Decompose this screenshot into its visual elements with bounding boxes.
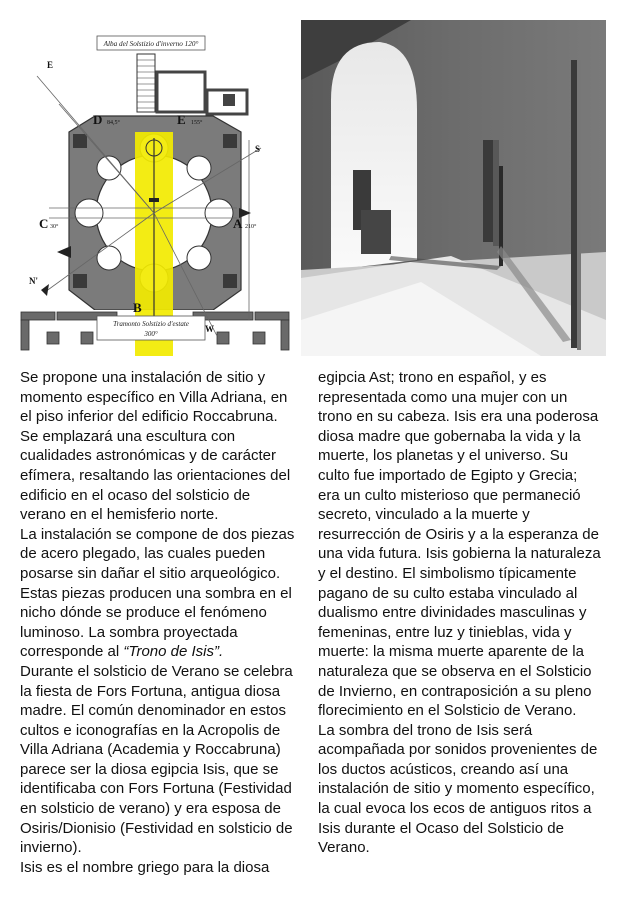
paragraph xyxy=(20,525,298,662)
plan-caption-top: Alba del Solstizio d'inverno 120° xyxy=(103,40,199,48)
plan-caption-bottom-degree: 300° xyxy=(144,330,158,338)
floor-plan-drawing xyxy=(17,20,293,356)
text-column-right xyxy=(318,368,602,858)
label-e-degree: 155° xyxy=(191,120,203,126)
paragraph: egipcia Ast; trono en español, y es representada como una mujer con un trono en su cabeza. Isis era una poderosa diosa madre que gobernaba la vida y la muerte, los planetas y el universo. Su culto fue importado de Egipto y Grecia; era un culto misterioso que permaneció secreto, vinculado a la muerte y resurrección de Osiris y a la esperanza de una vida futura. Isis gobierna la naturaleza y el destino. El simbolismo típicamente pagano de su culto estaba vinculado al dualismo entre divinidades masculinas y femeninas, entre luz y tinieblas, vida y muerte: la misma muerte aparente de la naturaleza que se observa en el Solsticio de Invierno, en contraposición a su pleno florecimiento en el Solsticio de Verano. xyxy=(318,369,601,720)
label-w: W xyxy=(205,324,214,334)
paragraph-text: La instalación se compone de dos piezas de acero plegado, las cuales pueden posarse sin dañar el sitio arqueológico. Estas piezas producen una sombra en el nicho dónde se produce el fenómeno luminoso. La sombra proyectada corresponde al xyxy=(20,525,295,661)
label-n: N' xyxy=(29,276,38,286)
installation-render-drawing xyxy=(301,20,606,356)
label-c: C xyxy=(39,216,49,231)
label-a: A xyxy=(233,216,243,231)
label-b: B xyxy=(133,300,142,315)
text-column-left xyxy=(20,368,298,877)
paragraph: Durante el solsticio de Verano se celebra la fiesta de Fors Fortuna, antigua diosa madre. El común denominador en estos cultos e iconografías en la Acropolis de Villa Adriana (Academia y Roccabruna) parece ser la diosa egipcia Isis, que se identificaba con Fors Fortuna (Festividad en solsticio de verano) y era esposa de Osiris/Dionisio (Festividad en solsticio de invierno). xyxy=(20,662,293,857)
label-e-inner: E xyxy=(177,112,186,127)
label-d: D xyxy=(93,112,103,127)
paragraph: Se propone una instalación de sitio y momento específico en Villa Adriana, en el piso inferior del edificio Roccabruna. Se emplazará una escultura con cualidades astronómicas y de carácter efímera, resaltando las orientaciones del edificio en el ocaso del solsticio de verano en el hemisferio norte. xyxy=(20,369,291,524)
label-c-degree: 30° xyxy=(50,224,59,230)
label-s: S xyxy=(255,144,261,154)
plan-caption-bottom: Tramonto Solstizio d'estate xyxy=(113,320,189,328)
floor-plan-figure xyxy=(17,20,293,356)
label-a-degree: 210° xyxy=(245,224,257,230)
label-e-outer: E xyxy=(47,60,54,70)
installation-render xyxy=(301,20,606,356)
label-d-degree: 84,5° xyxy=(107,120,120,126)
italic-title: “Trono de Isis”. xyxy=(123,643,224,661)
paragraph: La sombra del trono de Isis será acompañada por sonidos provenientes de los ductos acústicos, creando así una instalación de sitio y momento específico, la cual evoca los ecos de antiguos ritos a Isis durante el Ocaso del Solsticio de Verano. xyxy=(318,721,598,857)
paragraph: Isis es el nombre griego para la diosa xyxy=(20,858,270,876)
